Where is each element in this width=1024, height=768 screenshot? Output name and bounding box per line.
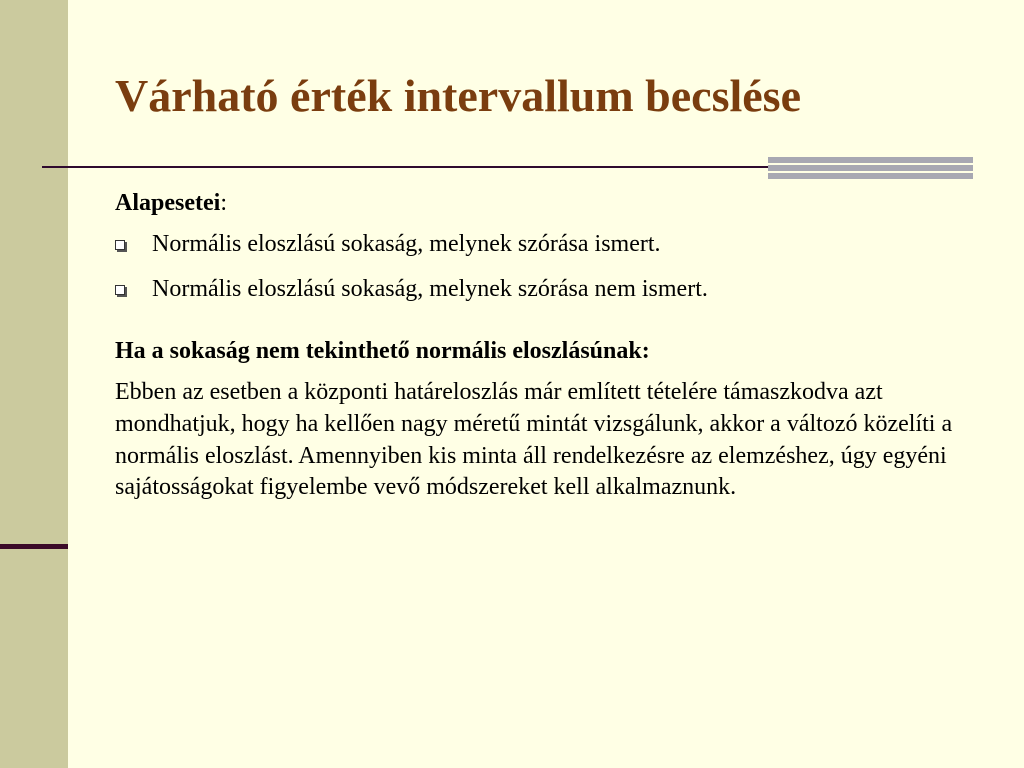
bullet-item <box>115 229 975 260</box>
side-band <box>0 0 68 768</box>
lead-colon: : <box>220 190 227 216</box>
slide-title: Várható érték intervallum becslése <box>115 70 802 121</box>
body-paragraph: Ebben az esetben a központi határeloszlás már említett tételére támaszkodva azt mondhatjuk, hogy ha kellően nagy méretű mintát vizsgálunk, akkor a változó közelíti a normális eloszlást. Amennyiben kis minta áll rendelkezésre az elemzéshez, úgy egyéni sajátosságokat figyelembe vevő módszereket kell alkalmaznunk. <box>115 378 953 501</box>
lead-line <box>115 188 975 219</box>
slide-content <box>115 188 975 504</box>
square-bullet-icon <box>115 285 125 295</box>
title-rule <box>42 166 777 168</box>
lead-label: Alapesetei <box>115 190 221 216</box>
bullet-item <box>115 274 975 305</box>
bullet-text: Normális eloszlású sokaság, melynek szórása ismert. <box>152 231 661 258</box>
bullet-list <box>115 229 975 305</box>
side-rule <box>0 544 68 549</box>
square-bullet-icon <box>115 240 125 250</box>
title-accent <box>768 157 973 179</box>
section-heading: Ha a sokaság nem tekinthető normális eloszlásúnak: <box>115 337 650 364</box>
bullet-text: Normális eloszlású sokaság, melynek szórása nem ismert. <box>152 276 708 303</box>
